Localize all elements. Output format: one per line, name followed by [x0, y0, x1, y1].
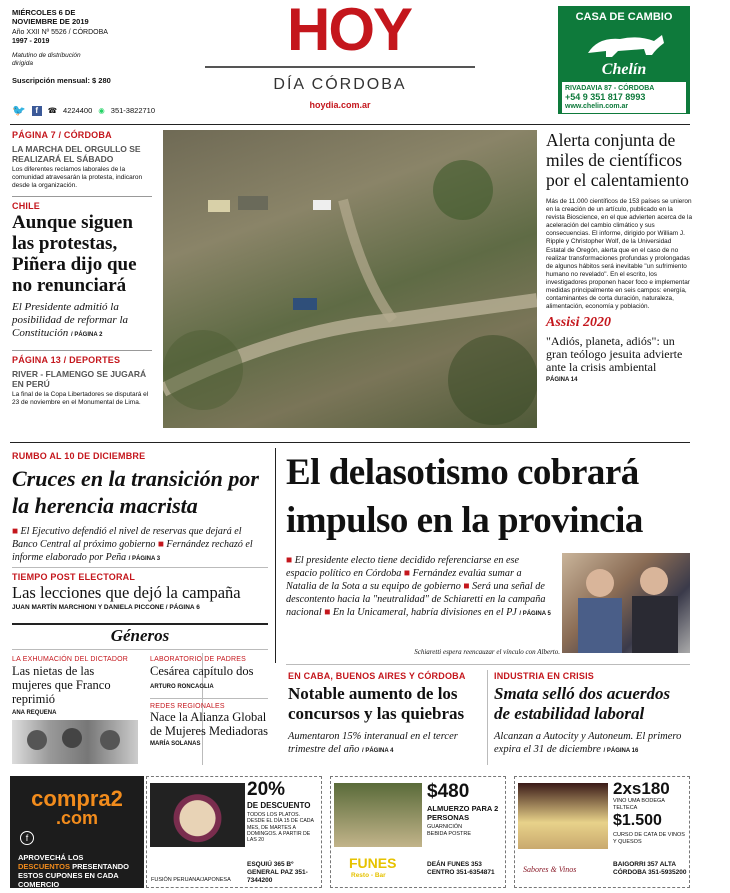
alianza-kicker: REDES REGIONALES	[150, 703, 225, 710]
phone-number: 4224400	[63, 106, 93, 115]
generos-alianza	[150, 703, 270, 747]
main-body: ■ El presidente electo tiene decidido referenciarse en ese espacio político en Córdoba ■ Fernández evalúa sumar a Natalia de la Sota a su equipo de gobierno ■ Será una señal de descontento hacia la "neutralidad" de Schiaretti en la campaña nacional ■ En la Unicameral, habría divisiones en el PJ / PÁGINA 5	[286, 555, 551, 618]
alianza-author: MARÍA SOLANAS	[150, 741, 201, 747]
website-link[interactable]: hoydia.com.ar	[309, 100, 371, 110]
election-byline: JUAN MARTÍN MARCHIONI Y DANIELA PICCONE / PÁGINA 6	[12, 604, 200, 611]
compra2-text: APROVECHÁ LOS DESCUENTOS PRESENTANDO ESTOS CUPONES EN CADA COMERCIO	[18, 853, 130, 888]
transition-story	[12, 451, 268, 566]
vinos-offer: 2xs180	[613, 779, 670, 798]
ad-address: RIVADAVIA 87 - CÓRDOBA	[565, 85, 655, 92]
faces-illustration	[12, 720, 138, 764]
wine-photo	[518, 783, 608, 849]
franco-kicker: LA EXHUMACIÓN DEL DICTADOR	[12, 656, 129, 663]
cesarea-headline[interactable]: Cesárea capítulo dos	[150, 664, 254, 678]
science-headline[interactable]: Alerta conjunta de miles de científicos por el calentamiento	[546, 130, 689, 190]
industria-story	[494, 671, 690, 758]
vinos-course: CURSO DE CATA DE VINOS Y QUESOS	[613, 832, 685, 845]
funes-title: ALMUERZO PARA 2 PERSONAS	[427, 804, 499, 822]
col-divider	[275, 448, 276, 663]
ad-phone: +54 9 351 817 8993	[565, 92, 646, 102]
science-column	[546, 130, 692, 383]
science-body: Más de 11.000 científicos de 153 países se unieron en la creación de un artículo, publicado en la revista Bioscience, en el que advierten acerca de la aceleración del cambio climático y sus consecuencias. El informe, dirigido por William J. Ripple y Christopher Wolf, de la Universidad Estatal de Oregón, alerta que en el caso de no realizar transformaciones profundas y prolongadas de algunos hábitos será inevitable "un sufrimiento humano no revelado". En el escrito, los investigadores proponen hacer foco e implementar medidas principalmente en seis campos: energía, contaminantes de corta duración, naturaleza, alimentación, economía y población.	[546, 198, 693, 311]
ad-brand: Chelín	[601, 61, 647, 78]
industria-headline[interactable]: Smata selló dos acuerdos de estabilidad laboral	[494, 684, 671, 723]
contact-bar	[12, 104, 155, 117]
orgullo-kicker: PÁGINA 7 / CÓRDOBA	[12, 130, 112, 140]
deportes-kicker: PÁGINA 13 / DEPORTES	[12, 355, 121, 365]
franco-photo	[12, 720, 138, 764]
compra2-logo: compra2	[31, 786, 123, 811]
vinos-address: BAIGORRI 357 ALTA CÓRDOBA 351-5935200	[613, 861, 687, 876]
cesarea-author: ARTURO RONCAGLIA	[150, 684, 214, 690]
divider	[487, 670, 488, 765]
funes-includes: GUARNICIÓN BEBIDA POSTRE	[427, 824, 472, 837]
alianza-headline[interactable]: Nace la Alianza Global de Mujeres Mediadoras	[150, 710, 269, 738]
vinos-price: $1.500	[613, 812, 662, 829]
mid-rule	[10, 442, 690, 443]
phone-icon: ☎	[47, 106, 58, 115]
logo-underline	[205, 66, 475, 68]
compra2-ad[interactable]	[10, 776, 144, 888]
transition-headline[interactable]: Cruces en la transición por la herencia macrista	[12, 466, 259, 518]
deportes-headline[interactable]: RIVER - FLAMENGO SE JUGARÁ EN PERÚ	[12, 369, 147, 389]
transition-kicker: RUMBO AL 10 DE DICIEMBRE	[12, 451, 146, 461]
election-story	[12, 572, 268, 611]
deforestation-photo	[163, 130, 537, 428]
masthead-rule	[10, 124, 690, 125]
industria-body: Alcanzan a Autocity y Autoneum. El primero expira el 31 de diciembre / PÁGINA 16	[494, 731, 682, 755]
issue-number: Año XXII Nº 5526 / CÓRDOBA	[12, 29, 108, 36]
funes-brand-sub: Resto - Bar	[351, 872, 386, 879]
assisi-headline[interactable]: Assisi 2020	[546, 315, 611, 331]
whatsapp-icon: ◉	[98, 106, 105, 115]
concursos-body: Aumentaron 15% interanual en el tercer trimestre del año / PÁGINA 4	[288, 731, 458, 755]
politicians-illustration	[562, 553, 690, 653]
dish-photo	[150, 783, 245, 847]
generos-rule	[12, 623, 268, 625]
chile-kicker: CHILE	[12, 201, 40, 211]
fusion-discount: 20%	[247, 779, 286, 800]
fusion-address: ESQUIÚ 365 Bº GENERAL PAZ 351-7344200	[247, 861, 308, 884]
logo: HOY	[286, 0, 412, 63]
generos-title: Géneros	[110, 626, 170, 645]
vinos-brand: Sabores & Vinos	[523, 865, 577, 874]
orgullo-headline[interactable]: LA MARCHA DEL ORGULLO SE REALIZARÁ EL SÁBADO	[12, 144, 141, 164]
tagline: Matutino de distribución dirigida	[12, 52, 81, 67]
generos-franco	[12, 656, 140, 716]
issue-date: MIÉRCOLES 6 DE NOVIEMBRE DE 2019	[12, 8, 89, 26]
logo-subtitle: DÍA CÓRDOBA	[273, 76, 407, 93]
coupon-vinos[interactable]	[514, 776, 690, 888]
funes-price: $480	[427, 781, 470, 802]
photo-illustration	[163, 130, 537, 428]
coupon-funes[interactable]	[330, 776, 506, 888]
assisi-page: PÁGINA 14	[546, 377, 578, 384]
franco-author: ANA REQUENA	[12, 710, 57, 716]
main-caption: Schiaretti espera reencauzar el vínculo con Alberto.	[414, 648, 560, 656]
concursos-headline[interactable]: Notable aumento de los concursos y las quiebras	[288, 684, 465, 723]
fusion-title: DE DESCUENTO	[247, 801, 311, 810]
election-headline[interactable]: Las lecciones que dejó la campaña	[12, 583, 241, 602]
divider	[286, 664, 690, 665]
main-headline[interactable]: El delasotismo cobrará impulso en la provincia	[286, 452, 643, 541]
deportes-body: La final de la Copa Libertadores se disputará el 23 de noviembre en el Monumental de Lima.	[12, 391, 149, 406]
ad-web: www.chelin.com.ar	[565, 103, 629, 110]
compra2-domain: .com	[55, 808, 98, 828]
election-kicker: TIEMPO POST ELECTORAL	[12, 572, 136, 582]
orgullo-body: Los diferentes reclamos laborales de la comunidad atravesarán la protesta, indicaron desde la organización.	[12, 166, 143, 189]
politicians-photo	[562, 553, 690, 653]
transition-body: ■ El Ejecutivo defendió el nivel de reservas que dejará el Banco Central al próximo gobierno ■ Fernández rechazó el informe elaborado por Peña / PÁGINA 3	[12, 526, 253, 563]
franco-headline[interactable]: Las nietas de las mujeres que Franco reprimió	[12, 664, 111, 706]
fusion-brand: FUSIÓN PERUANA/JAPONESA	[151, 877, 231, 883]
issue-years: 1997 - 2019	[12, 38, 50, 45]
concursos-kicker: EN CABA, BUENOS AIRES Y CÓRDOBA	[288, 671, 466, 681]
divider	[12, 567, 268, 568]
divider	[12, 649, 268, 650]
vinos-title: VINO UMA BODEGA TELTECA	[613, 798, 665, 811]
facebook-icon[interactable]: f	[20, 831, 34, 845]
chef-photo	[334, 783, 422, 847]
generos-cesarea	[150, 656, 270, 690]
chile-headline[interactable]: Aunque siguen las protestas, Piñera dijo que no renunciará	[12, 212, 137, 296]
bull-icon	[558, 25, 690, 61]
coupon-fusion[interactable]	[146, 776, 322, 888]
assisi-body: "Adiós, planeta, adiós": un gran teólogo jesuita advierte ante la crisis ambiental	[546, 334, 683, 375]
fusion-conditions: TODOS LOS PLATOS. DESDE EL DÍA 15 DE CADA MES, DE MARTES A DOMINGOS. A PARTIR DE LAS 20	[247, 812, 314, 844]
divider	[150, 698, 268, 699]
chile-body: El Presidente admitió la posibilidad de reformar la Constitución / PÁGINA 2	[12, 301, 129, 339]
facebook-icon[interactable]: f	[32, 106, 42, 116]
funes-brand: FUNES	[349, 855, 397, 871]
whatsapp-number: 351-3822710	[110, 106, 156, 115]
casa-de-cambio-ad[interactable]	[558, 6, 690, 114]
funes-address: DEÁN FUNES 353 CENTRO 351-6354871	[427, 861, 495, 876]
industria-kicker: INDUSTRIA EN CRISIS	[494, 671, 594, 681]
cesarea-kicker: LABORATORIO DE PADRES	[150, 656, 246, 663]
subscription: Suscripción mensual: $ 280	[12, 76, 111, 85]
concursos-story	[288, 671, 482, 758]
ad-title: CASA DE CAMBIO	[575, 11, 673, 23]
left-column	[12, 130, 152, 407]
twitter-icon[interactable]: 🐦	[12, 105, 26, 117]
